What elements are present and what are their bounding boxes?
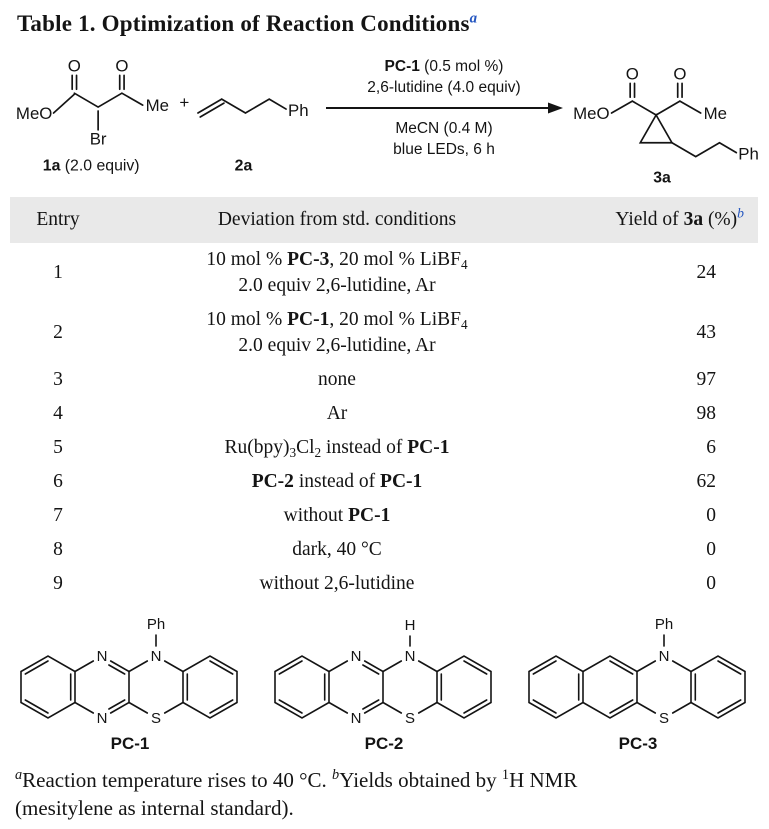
- atom-ph: Ph: [288, 100, 309, 120]
- catalyst-pc2: [260, 603, 508, 754]
- yield-cell: 24: [696, 262, 716, 283]
- condition-base: 2,6-lutidine (4.0 equiv): [367, 79, 521, 96]
- deviation-cell: Ar: [326, 403, 348, 424]
- atom-ph: Ph: [738, 144, 759, 164]
- structure-2a: [190, 43, 323, 185]
- reaction-arrow: [323, 101, 565, 115]
- table-row: [10, 243, 758, 303]
- reaction-arrow-block: [323, 56, 565, 160]
- atom-s: S: [150, 710, 162, 727]
- table-row: [10, 567, 758, 601]
- atom-o: O: [625, 64, 639, 84]
- yield-cell: 62: [696, 471, 716, 492]
- deviation-cell: $Ru(bpy)_3Cl_2$ instead of PC-1: [224, 437, 450, 460]
- yield-cell: 0: [706, 505, 716, 526]
- structure-1a: [8, 43, 178, 185]
- table-row: [10, 303, 758, 363]
- catalyst-pc3: [514, 603, 762, 754]
- atom-n: N: [350, 648, 362, 665]
- atom-s: S: [404, 710, 416, 727]
- entry-cell: 8: [53, 539, 63, 560]
- catalyst-label-pc3: PC-3: [618, 734, 658, 753]
- deviation-cell: none: [318, 369, 356, 390]
- structure-3a: [565, 43, 769, 191]
- table-row: [10, 363, 758, 397]
- title-footnote-marker: a: [469, 10, 478, 27]
- entry-cell: 4: [53, 403, 63, 424]
- optimization-table: [10, 197, 758, 601]
- structure-label-1a: 1a (2.0 equiv): [42, 157, 140, 175]
- table-row: [10, 397, 758, 431]
- catalyst-label-pc1: PC-1: [110, 734, 150, 753]
- deviation-cell: without 2,6-lutidine: [259, 573, 415, 594]
- entry-cell: 6: [53, 471, 63, 492]
- atom-meo: MeO: [573, 103, 610, 123]
- entry-cell: 3: [53, 369, 63, 390]
- reaction-scheme: [8, 43, 769, 193]
- condition-solvent: MeCN (0.4 M): [395, 120, 493, 137]
- deviation-cell: dark, 40 °C: [292, 539, 382, 560]
- atom-n: N: [150, 648, 162, 665]
- deviation-cell: 10 mol % PC-3, 20 mol % LiBF$_4$ 2.0 equiv 2,6-lutidine, Ar: [206, 249, 468, 296]
- atom-meo: MeO: [15, 103, 53, 123]
- title-text: Table 1. Optimization of Reaction Conditions: [17, 11, 470, 36]
- table-row: [10, 465, 758, 499]
- atom-ph: Ph: [654, 616, 674, 633]
- photocatalyst-structures: [6, 603, 762, 754]
- table-row: [10, 499, 758, 533]
- catalyst-label-pc2: PC-2: [364, 734, 404, 753]
- structure-pc3: [522, 603, 754, 733]
- header-entry: Entry: [36, 209, 80, 230]
- structure-label-2a: 2a: [234, 157, 253, 175]
- page-title: [17, 11, 769, 37]
- footnote: $^a$Reaction temperature rises to 40 °C. $^b$Yields obtained by $^1$H NMR (mesitylene as internal standard).: [15, 767, 578, 820]
- condition-light: blue LEDs, 6 h: [393, 141, 495, 158]
- atom-me: Me: [703, 103, 728, 123]
- structure-label-3a: 3a: [653, 169, 671, 187]
- atom-n: N: [96, 710, 108, 727]
- entry-cell: 5: [53, 437, 63, 458]
- entry-cell: 2: [53, 322, 63, 343]
- yield-cell: 43: [696, 322, 716, 343]
- deviation-cell: 10 mol % PC-1, 20 mol % LiBF$_4$ 2.0 equiv 2,6-lutidine, Ar: [206, 309, 468, 356]
- atom-o: O: [67, 56, 81, 76]
- yield-cell: 6: [706, 437, 716, 458]
- structure-pc2: [268, 603, 500, 733]
- header-yield: Yield of 3a (%)$^b$: [615, 205, 744, 230]
- atom-n: N: [658, 648, 670, 665]
- yield-cell: 97: [696, 369, 716, 390]
- atom-n: N: [96, 648, 108, 665]
- atom-h: H: [404, 617, 416, 634]
- deviation-cell: PC-2 instead of PC-1: [251, 471, 423, 492]
- header-deviation: Deviation from std. conditions: [217, 209, 457, 230]
- structure-pc1: [14, 603, 246, 733]
- catalyst-pc1: [6, 603, 254, 754]
- atom-o: O: [115, 56, 129, 76]
- yield-cell: 0: [706, 573, 716, 594]
- table-row: [10, 431, 758, 465]
- entry-cell: 1: [53, 262, 63, 283]
- yield-cell: 98: [696, 403, 716, 424]
- table-header: [10, 197, 758, 243]
- atom-ph: Ph: [146, 616, 166, 633]
- table-row: [10, 533, 758, 567]
- condition-catalyst: PC-1 (0.5 mol %): [384, 58, 504, 75]
- entry-cell: 7: [53, 505, 63, 526]
- entry-cell: 9: [53, 573, 63, 594]
- deviation-cell: without PC-1: [283, 505, 391, 526]
- plus-sign: +: [179, 93, 190, 112]
- atom-me: Me: [145, 96, 170, 116]
- atom-n: N: [350, 710, 362, 727]
- atom-br: Br: [89, 129, 107, 149]
- atom-s: S: [658, 710, 670, 727]
- atom-n: N: [404, 648, 416, 665]
- atom-o: O: [673, 64, 687, 84]
- yield-cell: 0: [706, 539, 716, 560]
- table-body: [10, 243, 758, 601]
